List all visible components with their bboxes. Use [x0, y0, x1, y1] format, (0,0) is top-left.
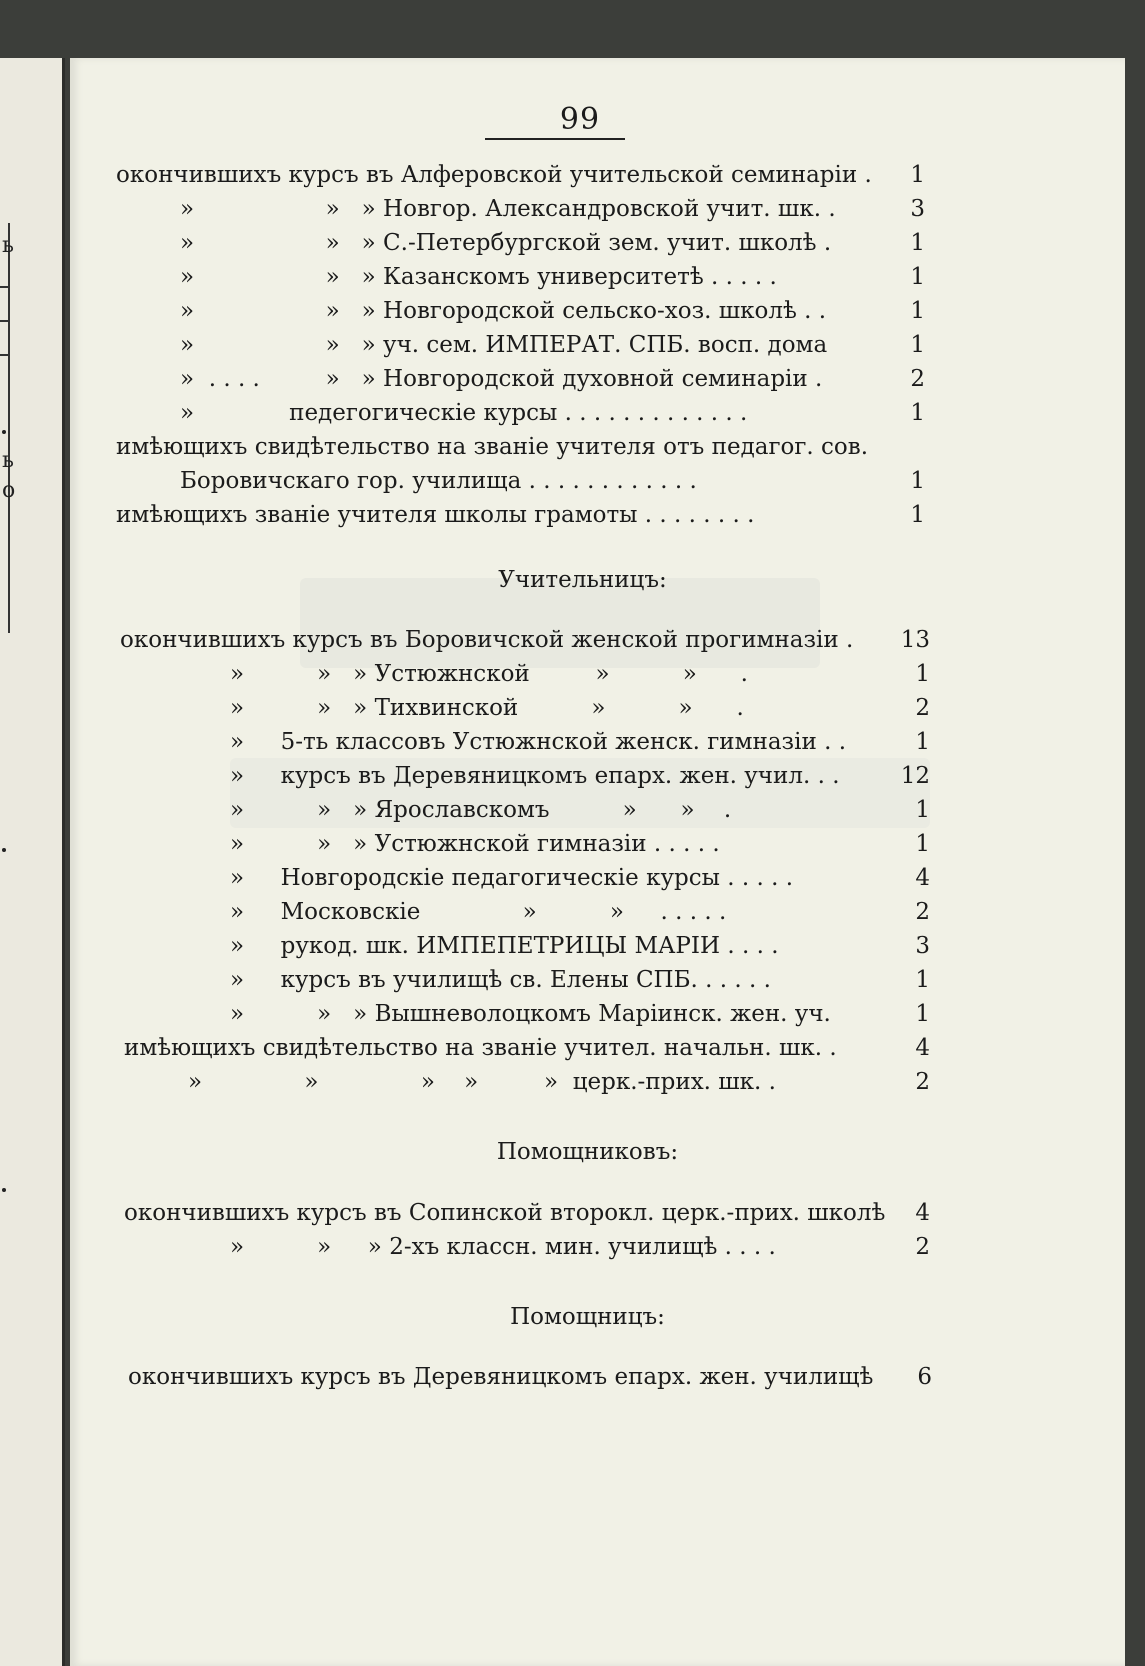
entry-count: 2 — [915, 899, 930, 925]
entry-text: » . . . . » » Новгородской духовной семинаріи . — [180, 366, 823, 392]
entry-text: » » » 2-хъ классн. мин. училищѣ . . . . — [230, 1234, 776, 1260]
entry-count: 1 — [915, 831, 930, 857]
list-item — [70, 464, 1125, 498]
list-item — [70, 328, 1125, 362]
left-page-dot — [2, 1188, 6, 1192]
entry-text: окончившихъ курсъ въ Деревяницкомъ епарх. жен. училищѣ — [128, 1364, 874, 1390]
entry-text: » 5-ть классовъ Устюжнской женск. гимназіи . . — [230, 729, 847, 755]
list-item — [70, 691, 1125, 725]
entry-count: 6 — [917, 1364, 932, 1390]
left-page-tick — [0, 286, 10, 288]
entry-text: » курсъ въ Деревяницкомъ епарх. жен. учил. . . — [230, 763, 840, 789]
left-page-dot — [2, 430, 6, 434]
list-item — [70, 498, 1125, 532]
list-item — [70, 192, 1125, 226]
list-item — [70, 623, 1125, 657]
list-item — [70, 793, 1125, 827]
entry-count: 1 — [915, 1001, 930, 1027]
entry-text: » Московскіе » » . . . . . — [230, 899, 727, 925]
list-item — [70, 158, 1125, 192]
entry-text: » » » Тихвинской » » . — [230, 695, 744, 721]
entry-text: окончившихъ курсъ въ Боровичской женской прогимназіи . — [120, 627, 854, 653]
entry-text: » » » » » церк.-прих. шк. . — [188, 1069, 776, 1095]
document-page — [70, 58, 1125, 1666]
entry-text: имѣющихъ свидѣтельство на званіе учител. начальн. шк. . — [124, 1035, 837, 1061]
section-heading: Учительницъ: — [498, 567, 667, 593]
entry-text: окончившихъ курсъ въ Сопинской второкл. церк.-прих. школѣ — [124, 1200, 886, 1226]
entry-count: 12 — [900, 763, 930, 789]
list-item — [70, 362, 1125, 396]
entry-text: имѣющихъ званіе учителя школы грамоты . . . . . . . . — [116, 502, 755, 528]
entry-text: » » » Новгородской сельско-хоз. школѣ . . — [180, 298, 827, 324]
entry-text: » Новгородскіе педагогическіе курсы . . . . . — [230, 865, 794, 891]
entry-count: 3 — [910, 196, 925, 222]
entry-text: имѣющихъ свидѣтельство на званіе учителя отъ педагог. сов. — [116, 434, 869, 460]
list-item — [70, 827, 1125, 861]
entry-count: 1 — [910, 298, 925, 324]
list-item — [70, 759, 1125, 793]
entry-count: 2 — [915, 1234, 930, 1260]
entry-text: » » » Вышневолоцкомъ Маріинск. жен. уч. — [230, 1001, 831, 1027]
left-page-dot — [2, 848, 6, 852]
list-item — [70, 1196, 1125, 1230]
entry-count: 2 — [910, 366, 925, 392]
page-number-rule — [485, 138, 625, 140]
entry-count: 1 — [910, 400, 925, 426]
entry-count: 1 — [910, 502, 925, 528]
entry-text: » педегогическіе курсы . . . . . . . . . . . . . — [180, 400, 748, 426]
entry-count: 1 — [910, 264, 925, 290]
list-item — [70, 997, 1125, 1031]
list-item — [70, 396, 1125, 430]
entry-text: » рукод. шк. ИМПЕПЕТРИЦЫ МАРІИ . . . . — [230, 933, 779, 959]
left-page-fragment: о — [2, 478, 16, 503]
entry-count: 1 — [915, 967, 930, 993]
list-item — [70, 963, 1125, 997]
entry-count: 1 — [915, 661, 930, 687]
left-page-tick — [0, 320, 10, 322]
entry-count: 1 — [910, 230, 925, 256]
entry-text: » » » Новгор. Александровской учит. шк. . — [180, 196, 836, 222]
entry-count: 1 — [910, 162, 925, 188]
list-item — [70, 1065, 1125, 1099]
list-item — [70, 1230, 1125, 1264]
entry-count: 1 — [910, 468, 925, 494]
entry-text: окончившихъ курсъ въ Алферовской учительской семинаріи . — [116, 162, 872, 188]
left-page-edge — [0, 58, 65, 1666]
list-item — [70, 1031, 1125, 1065]
entry-count: 4 — [915, 865, 930, 891]
list-item — [70, 430, 1125, 464]
left-page-rule — [8, 223, 10, 633]
entry-count: 1 — [910, 332, 925, 358]
section-heading: Помощницъ: — [510, 1304, 665, 1330]
entry-count: 2 — [915, 1069, 930, 1095]
left-page-tick — [0, 354, 10, 356]
entry-text: » » » Ярославскомъ » » . — [230, 797, 732, 823]
entry-count: 13 — [900, 627, 930, 653]
list-item — [70, 260, 1125, 294]
entry-count: 4 — [915, 1035, 930, 1061]
entry-text: » » » Устюжнской » » . — [230, 661, 748, 687]
list-item — [70, 725, 1125, 759]
left-page-fragment: ь — [2, 233, 14, 258]
entry-count: 1 — [915, 729, 930, 755]
section-heading: Помощниковъ: — [496, 1139, 679, 1165]
entry-text: » » » С.-Петербургской зем. учит. школѣ . — [180, 230, 832, 256]
entry-count: 1 — [915, 797, 930, 823]
entry-count: 3 — [915, 933, 930, 959]
list-item — [70, 294, 1125, 328]
list-item — [70, 861, 1125, 895]
list-item — [70, 895, 1125, 929]
entry-count: 2 — [915, 695, 930, 721]
list-item — [70, 929, 1125, 963]
list-item — [70, 226, 1125, 260]
entry-count: 4 — [915, 1200, 930, 1226]
list-item — [70, 1360, 1125, 1394]
list-item — [70, 657, 1125, 691]
entry-text: » » » Казанскомъ университетѣ . . . . . — [180, 264, 777, 290]
entry-text: » » » уч. сем. ИМПЕРАТ. СПБ. восп. дома — [180, 332, 828, 358]
entry-text: Боровичскаго гор. училища . . . . . . . . . . . . — [180, 468, 697, 494]
left-page-fragment: ь — [2, 448, 14, 473]
entry-text: » » » Устюжнской гимназіи . . . . . — [230, 831, 720, 857]
page-number: 99 — [559, 102, 601, 137]
entry-text: » курсъ въ училищѣ св. Елены СПБ. . . . . . — [230, 967, 771, 993]
